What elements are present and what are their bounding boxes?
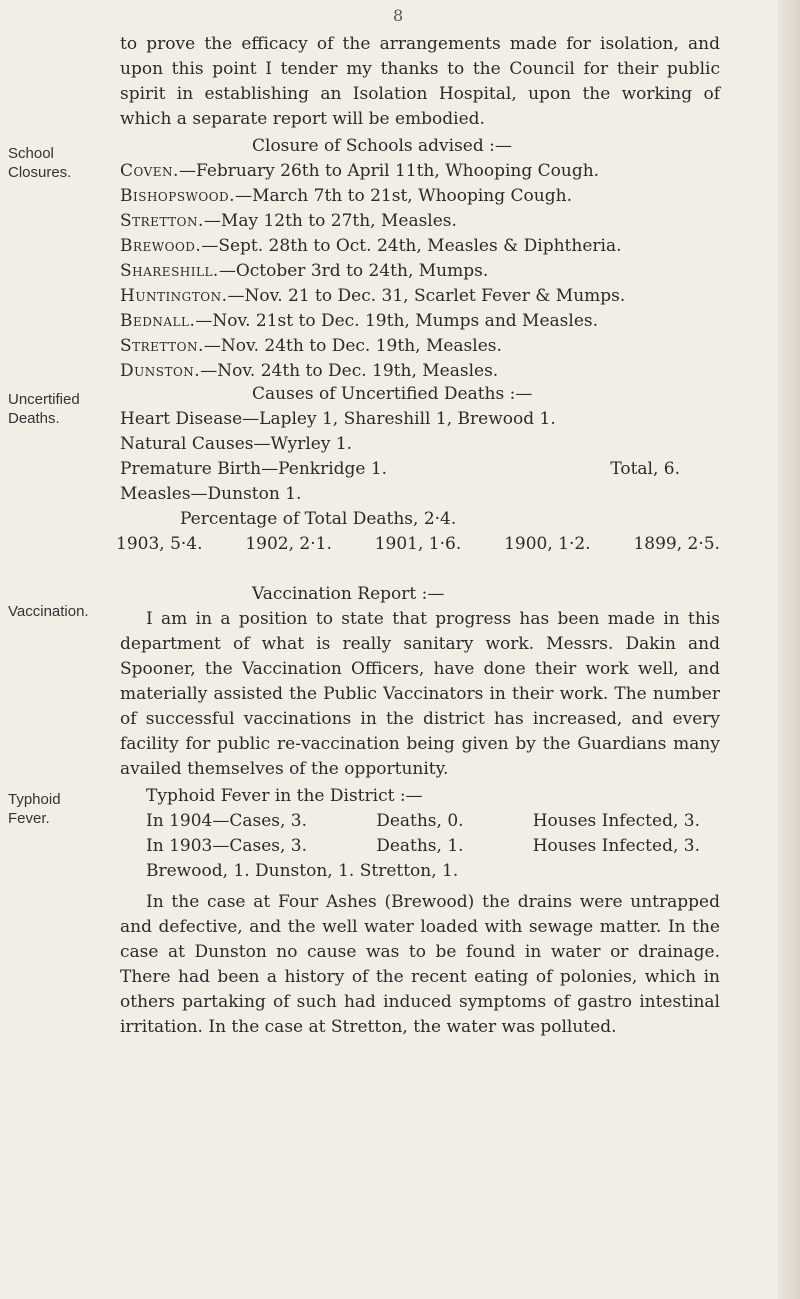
uncertified-total: Total, 6. xyxy=(610,459,680,479)
page-number: 8 xyxy=(393,6,404,25)
uncertified-deaths-heading: Causes of Uncertified Deaths :— xyxy=(252,384,533,404)
school-closure-detail: —Nov. 21st to Dec. 19th, Mumps and Measles. xyxy=(195,311,599,331)
school-closure-detail: —March 7th to 21st, Whooping Cough. xyxy=(235,186,572,206)
school-closure-entry xyxy=(120,209,720,234)
school-closure-detail: —February 26th to April 11th, Whooping Cough. xyxy=(178,161,600,181)
typhoid-stat-houses: Houses Infected, 3. xyxy=(532,836,700,856)
uncertified-cause-line: Natural Causes—Wyrley 1. xyxy=(120,434,353,454)
uncertified-cause-line: Measles—Dunston 1. xyxy=(120,484,302,504)
school-closure-detail: —Nov. 21 to Dec. 31, Scarlet Fever & Mumps. xyxy=(227,286,626,306)
school-closure-entry xyxy=(120,184,720,209)
school-closure-entry xyxy=(120,159,720,184)
school-closure-detail: —Nov. 24th to Dec. 19th, Measles. xyxy=(203,336,502,356)
intro-paragraph: to prove the efficacy of the arrangements made for isolation, and upon this point I tender my thanks to the Council for their public spirit in establishing an Isolation Hospital, upon the working of which a separate report will be embodied. xyxy=(120,34,720,129)
school-closure-place: Bednall. xyxy=(120,311,196,331)
school-closure-detail: —October 3rd to 24th, Mumps. xyxy=(218,261,489,281)
vaccination-heading: Vaccination Report :— xyxy=(252,584,445,604)
percentage-year: 1902, 2·1. xyxy=(245,534,332,554)
percentage-year: 1900, 1·2. xyxy=(504,534,591,554)
vaccination-paragraph: I am in a position to state that progress has been made in this department of what is really sanitary work. Messrs. Dakin and Spooner, the Vaccination Officers, have done their work well, and materially assisted the Public Vaccinators in their work. The number of successful vaccinations in the district has increased, and every facility for public re-vaccination being given by the Guardians many availed themselves of the opportunity. xyxy=(120,609,720,779)
school-closure-entry xyxy=(120,334,720,359)
school-closure-detail: —May 12th to 27th, Measles. xyxy=(203,211,457,231)
school-closures-section xyxy=(120,134,720,384)
school-closure-detail: —Sept. 28th to Oct. 24th, Measles & Diphtheria. xyxy=(201,236,622,256)
typhoid-stat-deaths: Deaths, 1. xyxy=(376,836,464,856)
typhoid-stat-year: In 1903—Cases, 3. xyxy=(146,836,308,856)
school-closure-place: Stretton. xyxy=(120,211,204,231)
typhoid-section xyxy=(120,784,720,1040)
margin-label-typhoid-fever: Typhoid Fever. xyxy=(8,791,61,827)
page-edge xyxy=(778,0,800,1299)
percentage-years-row xyxy=(116,532,720,557)
school-closure-entry xyxy=(120,309,720,334)
percentage-year: 1903, 5·4. xyxy=(116,534,203,554)
percentage-year: 1899, 2·5. xyxy=(633,534,720,554)
uncertified-cause-line: Heart Disease—Lapley 1, Shareshill 1, Brewood 1. xyxy=(120,409,556,429)
school-closure-place: Shareshill. xyxy=(120,261,219,281)
school-closures-heading: Closure of Schools advised :— xyxy=(252,136,512,156)
typhoid-stat-row xyxy=(120,809,720,834)
vaccination-section xyxy=(120,582,720,782)
typhoid-stat-deaths: Deaths, 0. xyxy=(376,811,464,831)
typhoid-stat-year: In 1904—Cases, 3. xyxy=(146,811,308,831)
school-closure-place: Bishopswood. xyxy=(120,186,236,206)
school-closure-place: Dunston. xyxy=(120,361,201,381)
percentage-year: 1901, 1·6. xyxy=(374,534,462,554)
school-closure-place: Huntington. xyxy=(120,286,228,306)
typhoid-heading: Typhoid Fever in the District :— xyxy=(146,786,423,806)
school-closure-place: Coven. xyxy=(120,161,179,181)
margin-label-vaccination: Vaccination. xyxy=(8,603,89,620)
school-closure-entry xyxy=(120,359,720,384)
school-closure-detail: —Nov. 24th to Dec. 19th, Measles. xyxy=(200,361,499,381)
school-closure-entry xyxy=(120,284,720,309)
typhoid-locations: Brewood, 1. Dunston, 1. Stretton, 1. xyxy=(146,861,459,881)
typhoid-stat-houses: Houses Infected, 3. xyxy=(532,811,700,831)
school-closure-place: Brewood. xyxy=(120,236,202,256)
intro-section xyxy=(120,32,720,132)
typhoid-paragraph: In the case at Four Ashes (Brewood) the drains were untrapped and defective, and the well water loaded with sewage matter. In the case at Dunston no cause was to be found in water or drainage. There had been a history of the recent eating of polonies, which in others partaking of such had induced symptoms of gastro intestinal irritation. In the case at Stretton, the water was polluted. xyxy=(120,892,720,1037)
school-closure-entry xyxy=(120,259,720,284)
school-closures-list xyxy=(120,159,720,384)
typhoid-stats xyxy=(120,809,720,859)
uncertified-cause-line: Premature Birth—Penkridge 1. xyxy=(120,459,388,479)
percentage-heading: Percentage of Total Deaths, 2·4. xyxy=(180,509,457,529)
school-closure-entry xyxy=(120,234,720,259)
school-closure-place: Stretton. xyxy=(120,336,204,356)
uncertified-deaths-section xyxy=(116,382,720,557)
margin-label-school-closures: School Closures. xyxy=(8,145,72,181)
margin-label-uncertified-deaths: Uncertified Deaths. xyxy=(8,391,80,427)
typhoid-stat-row xyxy=(120,834,720,859)
